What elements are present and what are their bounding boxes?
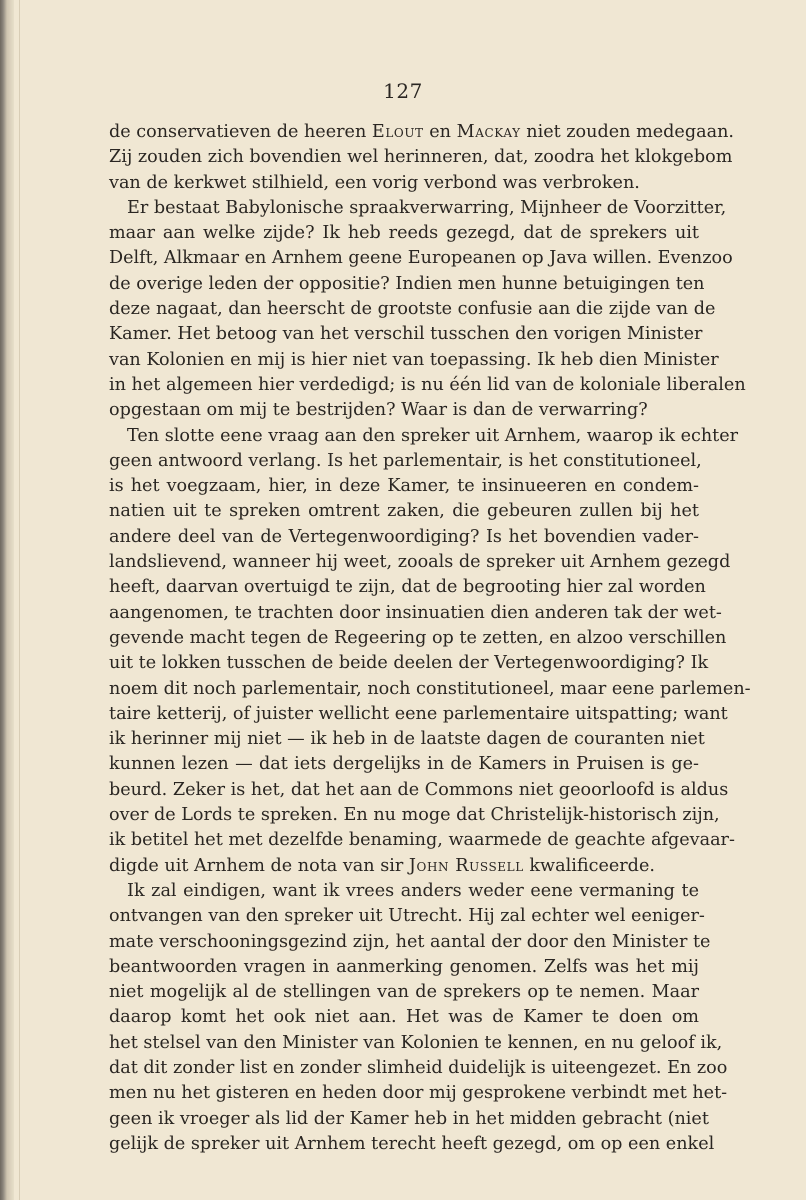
line-text: dat dit zonder list en zonder slimheid duidelijk is uiteengezet. En zoo <box>109 1057 728 1078</box>
text-line <box>109 575 706 600</box>
text-line <box>109 803 720 828</box>
text-line <box>109 727 705 752</box>
line-text: Delft, Alkmaar en Arnhem geene Europeanen op Java willen. Evenzoo <box>109 248 733 269</box>
text-line <box>109 904 705 929</box>
line-text: Zij zouden zich bovendien wel herinneren, dat, zoodra het klokgebom <box>109 147 733 168</box>
line-text: aangenomen, te trachten door insinuatien dien anderen tak der wet- <box>109 602 722 623</box>
text-line <box>109 930 711 955</box>
page-edge-line <box>19 0 20 1200</box>
text-line <box>109 348 719 373</box>
line-text: ik betitel het met dezelfde benaming, waarmede de geachte afgevaar- <box>109 830 735 851</box>
line-text: uit te lokken tusschen de beide deelen der Vertegenwoordiging? Ik <box>109 653 709 674</box>
text-line <box>109 246 733 271</box>
text-line <box>109 1056 728 1081</box>
text-line <box>109 1081 728 1106</box>
text-line <box>109 626 727 651</box>
line-text: beurd. Zeker is het, dat het aan de Commons niet geoorloofd is aldus <box>109 779 729 800</box>
line-text: is het voegzaam, hier, in deze Kamer, te insinueeren en condem- <box>109 476 699 497</box>
text-line <box>109 1031 723 1056</box>
line-text: geen ik vroeger als lid der Kamer heb in het midden gebracht (niet <box>109 1108 709 1129</box>
page-number: 127 <box>383 79 423 103</box>
line-text: Ten slotte eene vraag aan den spreker uit Arnhem, waarop ik echter <box>127 425 739 446</box>
line-text: niet zouden medegaan. <box>520 122 735 142</box>
line-text: daarop komt het ook niet aan. Het was de Kamer te doen om <box>109 1007 699 1028</box>
line-text: mate verschooningsgezind zijn, het aantal der door den Minister te <box>109 931 711 952</box>
text-line <box>109 1107 709 1132</box>
text-line <box>109 702 728 727</box>
line-text: van Kolonien en mij is hier niet van toepassing. Ik heb dien Minister <box>109 349 719 370</box>
line-text: landslievend, wanneer hij weet, zooals de spreker uit Arnhem gezegd <box>109 552 731 573</box>
text-line <box>109 373 746 398</box>
text-line <box>109 550 731 575</box>
line-text: ontvangen van den spreker uit Utrecht. Hij zal echter wel eeniger- <box>109 906 705 927</box>
line-text: in het algemeen hier verdedigd; is nu één lid van de koloniale liberalen <box>109 374 746 395</box>
text-line <box>109 651 709 676</box>
text-line <box>109 196 727 221</box>
text-line <box>109 424 739 449</box>
line-text: en <box>423 122 457 142</box>
line-text: noem dit noch parlementair, noch constitutioneel, maar eene parlemen- <box>109 678 751 699</box>
text-line <box>109 677 751 702</box>
line-text: de overige leden der oppositie? Indien men hunne betuigingen ten <box>109 273 705 294</box>
line-text: ik herinner mij niet — ik heb in de laatste dagen de couranten niet <box>109 729 705 750</box>
text-line <box>109 1005 699 1030</box>
line-text: geen antwoord verlang. Is het parlementair, is het constitutioneel, <box>109 450 702 471</box>
text-line <box>109 398 699 423</box>
text-line <box>109 525 699 550</box>
text-line <box>109 601 722 626</box>
text-line <box>109 980 699 1005</box>
binding-edge <box>0 0 14 1200</box>
text-line <box>109 828 735 853</box>
text-line <box>109 499 699 524</box>
text-line <box>109 778 729 803</box>
line-text: Kamer. Het betoog van het verschil tusschen den vorigen Minister <box>109 324 703 345</box>
text-line <box>109 752 699 777</box>
line-text: het stelsel van den Minister van Kolonien te kennen, en nu geloof ik, <box>109 1032 723 1053</box>
line-text: Ik zal eindigen, want ik vrees anders weder eene vermaning te <box>127 880 699 901</box>
text-line <box>109 1132 715 1157</box>
line-text: kwalificeerde. <box>523 855 655 876</box>
text-line <box>109 879 699 904</box>
line-text: gevende macht tegen de Regeering op te zetten, en alzoo verschillen <box>109 627 727 648</box>
line-text: Er bestaat Babylonische spraakverwarring, Mijnheer de Voorzitter, <box>127 197 727 218</box>
text-line <box>109 449 702 474</box>
line-text: de conservatieven de heeren <box>109 122 372 142</box>
person-name: Mackay <box>456 122 521 142</box>
line-text: taire ketterij, of juister wellicht eene parlementaire uitspatting; want <box>109 703 728 724</box>
text-line <box>109 955 699 980</box>
line-text: natien uit te spreken omtrent zaken, die gebeuren zullen bij het <box>109 501 699 522</box>
line-text: opgestaan om mij te bestrijden? Waar is dan de verwarring? <box>109 400 648 421</box>
text-line <box>109 120 735 145</box>
line-text: digde uit Arnhem de nota van sir <box>109 855 409 876</box>
line-text: van de kerkwet stilhield, een vorig verbond was verbroken. <box>109 172 640 193</box>
text-line <box>109 171 699 196</box>
line-text: men nu het gisteren en heden door mij gesprokene verbindt met het- <box>109 1083 728 1104</box>
line-text: andere deel van de Vertegenwoordiging? Is het bovendien vader- <box>109 526 699 547</box>
person-name: Elout <box>371 122 424 142</box>
line-text: beantwoorden vragen in aanmerking genomen. Zelfs was het mij <box>109 956 699 977</box>
line-text: over de Lords te spreken. En nu moge dat Christelijk-historisch zijn, <box>109 805 720 826</box>
text-line <box>109 854 699 879</box>
line-text: niet mogelijk al de stellingen van de sprekers op te nemen. Maar <box>109 982 699 1003</box>
line-text: deze nagaat, dan heerscht de grootste confusie aan die zijde van de <box>109 299 716 320</box>
text-line <box>109 297 716 322</box>
person-name: John Russell <box>408 855 524 876</box>
line-text: gelijk de spreker uit Arnhem terecht heeft gezegd, om op een enkel <box>109 1133 715 1154</box>
line-text: heeft, daarvan overtuigd te zijn, dat de begrooting hier zal worden <box>109 577 706 598</box>
text-line <box>109 221 699 246</box>
line-text: maar aan welke zijde? Ik heb reeds gezegd, dat de sprekers uit <box>109 223 699 244</box>
text-line <box>109 474 699 499</box>
line-text: kunnen lezen — dat iets dergelijks in de Kamers in Pruisen is ge- <box>109 754 699 775</box>
text-line <box>109 145 733 170</box>
text-line <box>109 272 705 297</box>
text-line <box>109 322 703 347</box>
body-text <box>109 120 751 1157</box>
